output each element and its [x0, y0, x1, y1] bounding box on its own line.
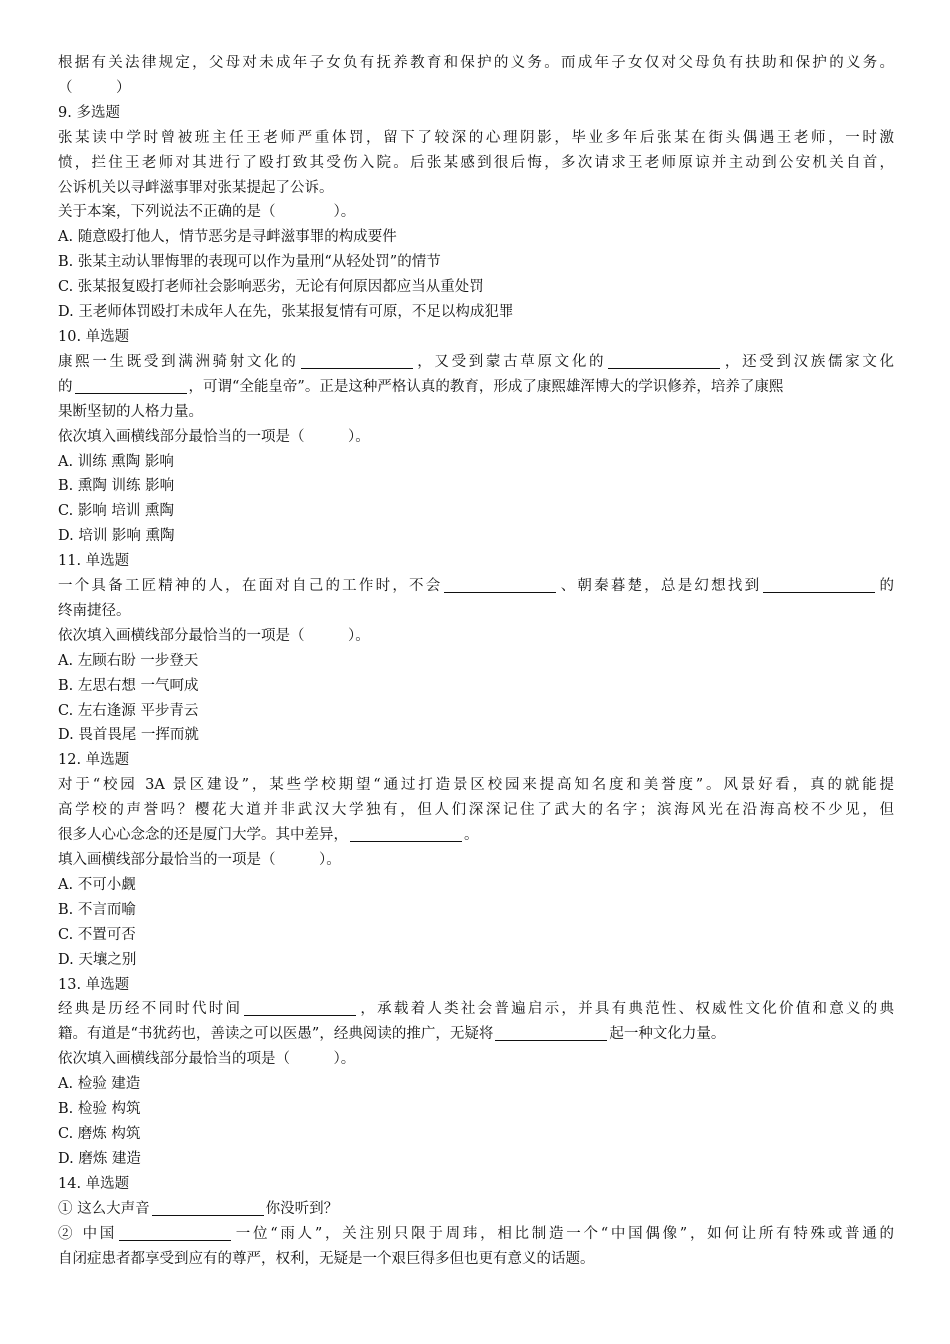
- q13-text: 起一种文化力量。: [609, 1026, 726, 1043]
- q12-option-b[interactable]: B. 不言而喻: [58, 901, 136, 918]
- q12-option-c[interactable]: C. 不置可否: [58, 926, 136, 943]
- q10-stem-line-2: [58, 375, 894, 400]
- q13-stem-line-2: [58, 1022, 894, 1047]
- q12-header: 12. 单选题: [58, 752, 130, 769]
- q10-text: ，还受到汉族儒家文化: [722, 353, 895, 370]
- q13-text: 籍。有道是“书犹药也，善读之可以医愚”，经典阅读的推广，无疑将: [58, 1026, 494, 1043]
- q10-text: 的: [58, 378, 73, 395]
- q10-option-a[interactable]: A. 训练 熏陶 影响: [58, 453, 174, 470]
- q12-option-a[interactable]: A. 不可小觑: [58, 876, 136, 893]
- q13-option-b[interactable]: B. 检验 构筑: [58, 1101, 141, 1118]
- q12-text: 很多人心心念念的还是厦门大学。其中差异，: [58, 827, 348, 844]
- q13-stem-line-1: [58, 997, 894, 1022]
- fill-blank: [495, 1026, 607, 1041]
- q10-question: 依次填入画横线部分最恰当的一项是（ ）。: [58, 428, 370, 445]
- q13-question: 依次填入画横线部分最恰当的项是（ ）。: [58, 1051, 356, 1068]
- q11-stem-line-2: 终南捷径。: [58, 602, 131, 619]
- q14-header: 14. 单选题: [58, 1175, 130, 1192]
- q12-stem-line-1: 对于“校园 3A 景区建设”，某些学校期望“通过打造景区校园来提高知名度和美誉度”。风景好看，真的就能提: [58, 777, 894, 794]
- q10-option-d[interactable]: D. 培训 影响 熏陶: [58, 528, 175, 545]
- intro-answer-paren: （ ）: [58, 79, 131, 96]
- fill-blank: [608, 354, 720, 369]
- fill-blank: [75, 379, 187, 394]
- q14-sentence-2-cont: 自闭症患者都享受到应有的尊严，权利，无疑是一个艰巨得多但也更有意义的话题。: [58, 1250, 595, 1267]
- q9-option-d[interactable]: D. 王老师体罚殴打未成年人在先，张某报复情有可原，不足以构成犯罪: [58, 304, 514, 321]
- q13-option-a[interactable]: A. 检验 建造: [58, 1076, 141, 1093]
- q14-text: ① 这么大声音: [58, 1200, 150, 1217]
- q10-stem-line-1: [58, 350, 894, 375]
- q10-header: 10. 单选题: [58, 328, 130, 345]
- q9-stem-line-1: 张某读中学时曾被班主任王老师严重体罚，留下了较深的心理阴影，毕业多年后张某在街头偶遇王老师，一时激: [58, 129, 894, 146]
- intro-line-1: 根据有关法律规定，父母对未成年子女负有抚养教育和保护的义务。而成年子女仅对父母负有扶助和保护的义务。: [58, 55, 894, 71]
- fill-blank: [350, 827, 462, 842]
- q10-option-b[interactable]: B. 熏陶 训练 影响: [58, 478, 175, 495]
- q14-sentence-1: [58, 1197, 894, 1222]
- fill-blank: [152, 1201, 264, 1216]
- q14-text: 你没听到？: [265, 1200, 339, 1217]
- fill-blank: [244, 1001, 356, 1016]
- q11-text: 、朝秦暮楚，总是幻想找到: [558, 578, 762, 595]
- q11-stem-line-1: [58, 574, 894, 599]
- q14-text: ② 中国: [58, 1225, 118, 1242]
- q11-option-d[interactable]: D. 畏首畏尾 一挥而就: [58, 727, 199, 744]
- q12-stem-line-2: 高学校的声誉吗？樱花大道并非武汉大学独有，但人们深深记住了武大的名字；滨海风光在沿海高校不少见，但: [58, 802, 894, 819]
- q11-text: 的: [877, 578, 895, 595]
- q14-text: 一位“雨人”，关注别只限于周玮，相比制造一个“中国偶像”，如何让所有特殊或普通的: [233, 1225, 894, 1242]
- q9-stem-line-3: 公诉机关以寻衅滋事罪对张某提起了公诉。: [58, 179, 334, 196]
- q14-sentence-2: [58, 1222, 894, 1247]
- fill-blank: [444, 578, 556, 593]
- q13-text: 经典是历经不同时代时间: [58, 1001, 243, 1018]
- q10-text: ，又受到蒙古草原文化的: [414, 353, 607, 370]
- fill-blank: [119, 1226, 231, 1241]
- q13-text: ，承载着人类社会普遍启示，并具有典范性、权威性文化价值和意义的典: [358, 1001, 894, 1018]
- q10-text: 康熙一生既受到满洲骑射文化的: [58, 353, 299, 370]
- q9-option-c[interactable]: C. 张某报复殴打老师社会影响恶劣，无论有何原因都应当从重处罚: [58, 279, 484, 296]
- fill-blank: [763, 578, 875, 593]
- q9-option-b[interactable]: B. 张某主动认罪悔罪的表现可以作为量刑“从轻处罚”的情节: [58, 254, 441, 271]
- q10-stem-line-3: 果断坚韧的人格力量。: [58, 403, 203, 420]
- q12-stem-line-3: [58, 823, 894, 848]
- q11-option-b[interactable]: B. 左思右想 一气呵成: [58, 677, 199, 694]
- fill-blank: [301, 354, 413, 369]
- q11-option-a[interactable]: A. 左顾右盼 一步登天: [58, 652, 199, 669]
- q10-text: ，可谓“全能皇帝”。正是这种严格认真的教育，形成了康熙雄浑博大的学识修养，培养了康熙: [188, 378, 784, 395]
- q9-option-a[interactable]: A. 随意殴打他人，情节恶劣是寻衅滋事罪的构成要件: [58, 229, 397, 246]
- q12-text: 。: [464, 827, 479, 844]
- q9-stem-line-2: 愤，拦住王老师对其进行了殴打致其受伤入院。后张某感到很后悔，多次请求王老师原谅并主动到公安机关自首，: [58, 154, 894, 171]
- q11-option-c[interactable]: C. 左右逢源 平步青云: [58, 702, 199, 719]
- q12-option-d[interactable]: D. 天壤之别: [58, 951, 137, 968]
- q9-header: 9. 多选题: [58, 104, 120, 121]
- q9-question: 关于本案，下列说法不正确的是（ ）。: [58, 204, 356, 221]
- q11-header: 11. 单选题: [58, 553, 130, 570]
- q12-question: 填入画横线部分最恰当的一项是（ ）。: [58, 852, 341, 868]
- q13-header: 13. 单选题: [58, 976, 130, 993]
- q10-option-c[interactable]: C. 影响 培训 熏陶: [58, 503, 175, 520]
- q13-option-c[interactable]: C. 磨炼 构筑: [58, 1125, 141, 1142]
- q11-text: 一个具备工匠精神的人，在面对自己的工作时，不会: [58, 578, 443, 595]
- q13-option-d[interactable]: D. 磨炼 建造: [58, 1150, 141, 1167]
- q11-question: 依次填入画横线部分最恰当的一项是（ ）。: [58, 627, 370, 644]
